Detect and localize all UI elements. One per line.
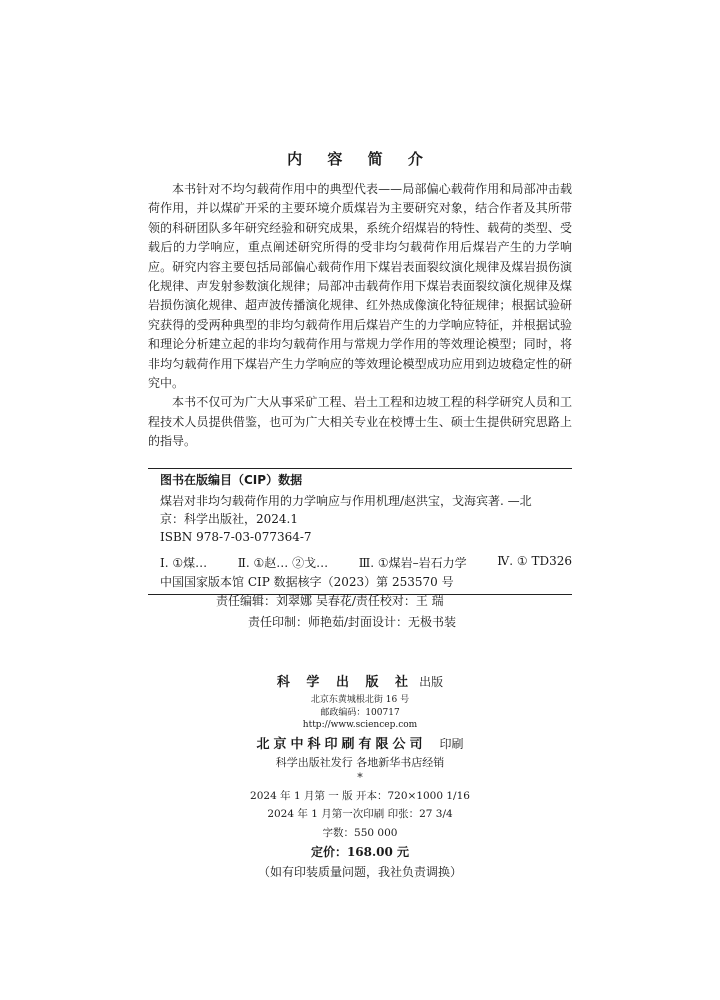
distribution: 科学出版社发行 各地新华书店经销 — [275, 755, 445, 769]
cip-block — [148, 468, 572, 595]
printer-line — [0, 734, 720, 754]
publisher-line — [0, 672, 720, 692]
cip-verification: 中国国家版本馆 CIP 数据核字（2023）第 253570 号 — [160, 575, 454, 589]
credits-editors: 责任编辑：刘翠娜 吴春花/责任校对：王 瑞 — [216, 594, 444, 608]
cip-record-line-2: 京：科学出版社，2024.1 — [160, 512, 298, 526]
cip-class-3: Ⅲ. ①煤岩–岩石力学 — [358, 556, 467, 570]
publisher-name: 科 学 出 版 社 — [276, 675, 414, 690]
cip-isbn: ISBN 978-7-03-077364-7 — [160, 530, 312, 544]
publisher-block — [0, 672, 720, 882]
separator-star: * — [357, 770, 363, 784]
page-title: 内 容 简 介 — [287, 150, 433, 168]
quality-note: （如有印装质量问题，我社负责调换） — [257, 865, 462, 879]
wordcount-line: 字数：550 000 — [322, 826, 398, 839]
cip-class-1: Ⅰ. ①煤… — [160, 556, 208, 570]
edition-line: 2024 年 1 月第 一 版 开本：720×1000 1/16 — [250, 789, 470, 802]
publisher-postcode: 邮政编码：100717 — [320, 707, 400, 718]
publisher-suffix: 出版 — [419, 675, 444, 689]
content-summary — [148, 180, 572, 452]
credits-printing-design: 责任印制：师艳茹/封面设计：无极书装 — [248, 615, 457, 629]
printer-name: 北京中科印刷有限公司 — [256, 736, 427, 752]
cip-classification — [148, 546, 572, 573]
cip-record-line-1: 煤岩对非均匀载荷作用的力学响应与作用机理/赵洪宝，戈海宾著. —北 — [160, 494, 532, 508]
cip-class-4: Ⅳ. ① TD326 — [497, 554, 572, 568]
cip-heading: 图书在版编目（CIP）数据 — [160, 473, 303, 487]
printer-suffix: 印刷 — [439, 736, 464, 751]
publisher-url: http://www.sciencep.com — [302, 720, 418, 730]
summary-paragraph-2: 本书不仅可为广大从事采矿工程、岩土工程和边坡工程的科学研究人员和工程技术人员提供借鉴，也可为广大相关专业在校博士生、硕士生提供研究思路上的指导。 — [148, 395, 572, 449]
publisher-address: 北京东黄城根北街 16 号 — [310, 695, 410, 705]
credits-block — [148, 591, 572, 633]
printing-line: 2024 年 1 月第一次印刷 印张：27 3/4 — [267, 808, 453, 820]
summary-paragraph-1: 本书针对不均匀载荷作用中的典型代表——局部偏心载荷作用和局部冲击载荷作用，并以煤矿开采的主要环境介质煤岩为主要研究对象，结合作者及其所带领的科研团队多年研究经验和研究成果，系统介绍煤岩的特性、载荷的类型、受载后的力学响应，重点阐述研究所得的受非均匀载荷作用后煤岩产生的力学响应。研究内容主要包括局部偏心载荷作用下煤岩表面裂纹演化规律及煤岩损伤演化规律、声发射参数演化规律；局部冲击载荷作用下煤岩表面裂纹演化规律及煤岩损伤演化规律、超声波传播演化规律、红外热成像演化特征规律；根据试验研究获得的受两种典型的非均匀载荷作用后煤岩产生的力学响应特征，并根据试验和理论分析建立起的非均匀载荷作用与常规力学作用的等效理论模型；同时，将非均匀载荷作用下煤岩产生力学响应的等效理论模型成功应用到边坡稳定性的研究中。 — [148, 182, 572, 391]
price-line: 定价：168.00 元 — [310, 845, 410, 859]
cip-class-2: Ⅱ. ①赵… ②戈… — [237, 556, 329, 570]
